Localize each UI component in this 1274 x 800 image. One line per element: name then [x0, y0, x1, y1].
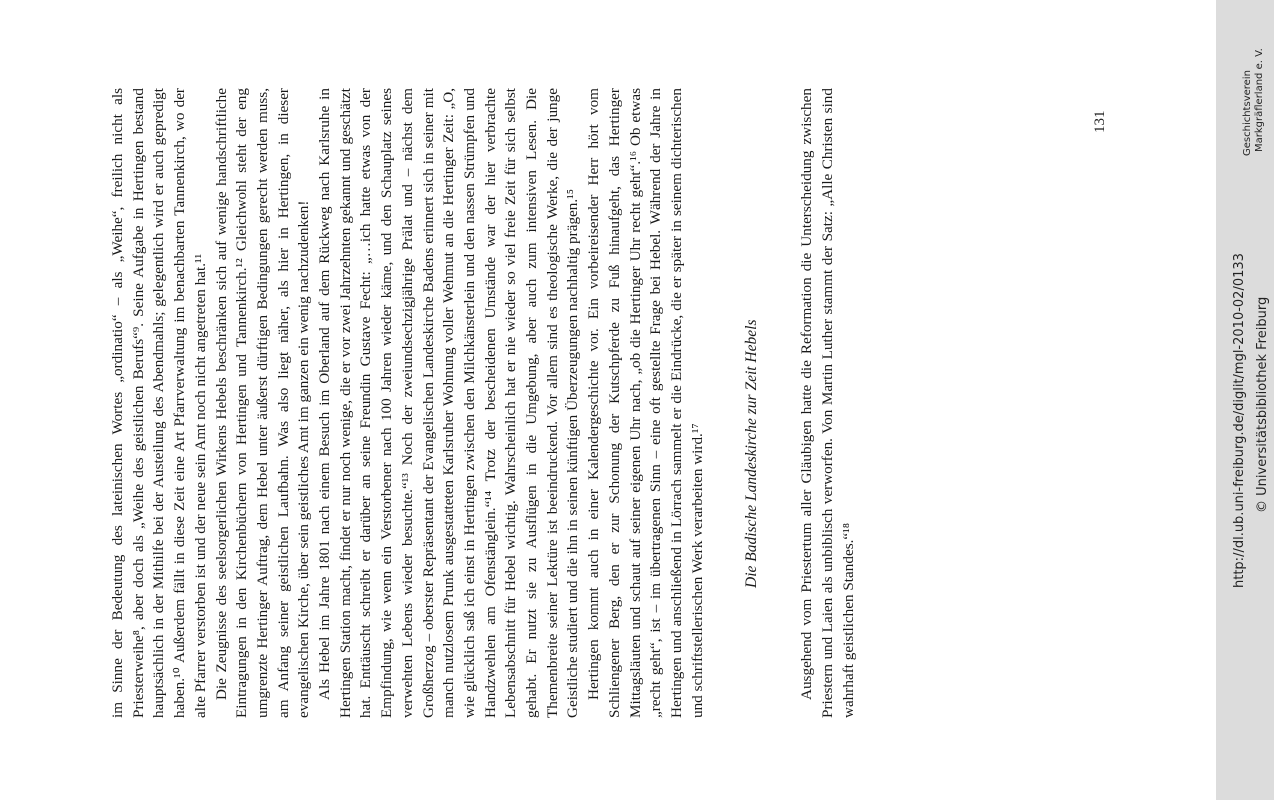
association-name-line2: Markgräflerland e. V. [1254, 48, 1265, 152]
page-number: 131 [1092, 110, 1108, 133]
paragraph-5: Ausgehend vom Priestertum aller Gläubigen hatte die Reformation die Unterscheidung zwischen Priestern und Laien als unbiblisch verworfen. Von Martin Luther stammt der Satz: „Alle Christen sind wahrhaft geistlichen Standes.“¹⁸ [798, 88, 857, 718]
paragraph-4: Hertingen kommt auch in einer Kalendergeschichte vor. Ein vorbeireisender Herr hört vom Schliengener Berg, den er zur Schonung der Kutschpferde zu Fuß hinaufgeht, das Hertinger Mittagsläuten und schaut auf seiner eigenen Uhr nach, „ob die Hertinger Uhr recht geht“.¹⁶ Ob etwas „recht geht“, ist – im übertragenen Sinn – eine oft gestellte Frage bei Hebel. Während der Jahre in Hertingen und anschließend in Lörrach sammelt er die Eindrücke, die er später in seinem dichterischen und schriftstellerischen Werk verarbeiten wird.¹⁷ [585, 88, 706, 718]
page-text-block [108, 88, 859, 718]
paragraph-3: Als Hebel im Jahre 1801 nach einem Besuch im Oberland auf dem Rückweg nach Karlsruhe in Hertingen Station macht, findet er nur noch wenige, die er vor zwei Jahrzehnten gekannt und geschätzt hat. Enttäuscht schreibt er darüber an seine Freundin Gustave Fecht: „…ich hatte etwas von der Empfindung, wie wenn ein Verstorbener nach 100 Jahren wieder käme, und den Schauplatz seines verwehten Lebens wieder besuchte.“¹³ Noch der zweiundsechzigjährige Prälat und – nächst dem Großherzog – oberster Repräsentant der Evangelischen Landeskirche Badens erinnert sich in seiner mit manch nutzlosem Prunk ausgestatteten Karlsruher Wohnung voller Wehmut an die Hertinger Zeit: „O, wie glücklich saß ich einst in Hertingen zwischen den Milchkänsterlein und den nassen Strümpfen und Handzwehlen am Ofenstänglein.“¹⁴ Trotz der bescheidenen Umstände war der hier verbrachte Lebensabschnitt für Hebel wichtig. Wahrscheinlich hat er nie wieder so viel freie Zeit für sich selbst gehabt. Er nutzt sie zu Ausflügen in die Umgebung, aber auch zum intensiven Lesen. Die Themenbreite seiner Lektüre ist beeindruckend. Vor allem sind es theologische Werke, die der junge Geistliche studiert und die ihn in seinen künftigen Überzeugungen nachhaltig prägen.¹⁵ [316, 88, 582, 718]
section-heading: Die Badische Landeskirche zur Zeit Hebels [743, 319, 761, 588]
document-url-link[interactable]: http://dl.ub.uni-freiburg.de/diglit/mgl-2010-02/0133 [1232, 253, 1247, 588]
paragraph-2: Die Zeugnisse des seelsorgerlichen Wirkens Hebels beschränken sich auf wenige handschriftliche Eintragungen in den Kirchenbüchern von Hertingen und Tannenkirch.¹² Gleichwohl steht der eng umgrenzte Hertinger Auftrag, dem Hebel unter äußerst dürftigen Bedingungen gerecht werden muss, am Anfang seiner geistlichen Laufbahn. Was also liegt näher, als hier in Hertingen, in dieser evangelischen Kirche, über sein geistliches Amt im ganzen ein wenig nachzudenken! [212, 88, 313, 718]
paragraph-1: im Sinne der Bedeutung des lateinischen Wortes „ordinatio“ – als „Weihe“, freilich nicht als Priesterweihe⁸, aber doch als „Weihe des geistlichen Berufs“⁹. Seine Aufgabe in Hertingen bestand hauptsächlich in der Mithilfe bei der Austeilung des Abendmahls; gelegentlich wird er auch gepredigt haben.¹⁰ Außerdem fällt in diese Zeit eine Art Pfarrverwaltung im benachbarten Tannenkirch, wo der alte Pfarrer verstorben ist und der neue sein Amt noch nicht angetreten hat.¹¹ [109, 88, 209, 718]
copyright-notice: © Universitätsbibliothek Freiburg [1255, 296, 1270, 513]
association-name-line1: Geschichtsverein [1242, 70, 1253, 156]
